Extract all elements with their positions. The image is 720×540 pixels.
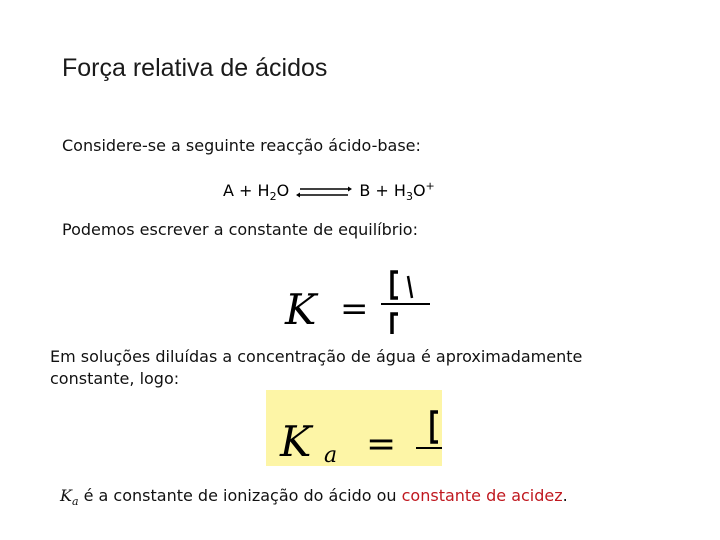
equilibrium-constant-equation — [280, 262, 430, 334]
reaction-right: $B + H_3O^+$ — [359, 180, 435, 204]
acidity-definition — [60, 486, 568, 508]
equilibrium-arrow-icon — [296, 186, 352, 198]
acidity-constant-equation — [266, 390, 442, 466]
slide-title: Força relativa de ácidos — [62, 54, 328, 82]
open-bracket-lower-icon — [392, 314, 398, 334]
equation-k-equals: = — [340, 289, 369, 329]
ka-symbol: $K_a$ — [60, 486, 79, 509]
acidity-definition-text: é a constante de ionização do ácido ou — [78, 486, 402, 505]
acidity-definition-end: . — [562, 486, 568, 505]
open-bracket-icon — [392, 272, 398, 298]
equation-ka-equals: = — [366, 424, 397, 465]
dilute-solution-paragraph — [50, 346, 582, 390]
intro-paragraph: Considere-se a seguinte reacção ácido-base: — [62, 136, 421, 155]
dilute-solution-line-1: Em soluções diluídas a concentração de água é aproximadamente — [50, 347, 583, 366]
acidity-constant-highlight: constante de acidez — [401, 486, 563, 505]
equilibrium-paragraph: Podemos escrever a constante de equilíbrio: — [62, 220, 418, 239]
reaction-left: $A + H_2O$ — [223, 181, 290, 204]
reaction-equation — [223, 180, 435, 204]
equation-k-symbol: K — [285, 285, 317, 334]
equation-ka-graphic — [266, 390, 442, 466]
equation-k-graphic — [280, 262, 430, 334]
equation-ka-subscript: a — [324, 443, 338, 466]
open-bracket-icon — [432, 412, 438, 442]
truncated-glyph-icon — [408, 276, 412, 298]
dilute-solution-line-2: constante, logo: — [50, 369, 180, 388]
equation-ka-symbol: K — [280, 417, 312, 466]
